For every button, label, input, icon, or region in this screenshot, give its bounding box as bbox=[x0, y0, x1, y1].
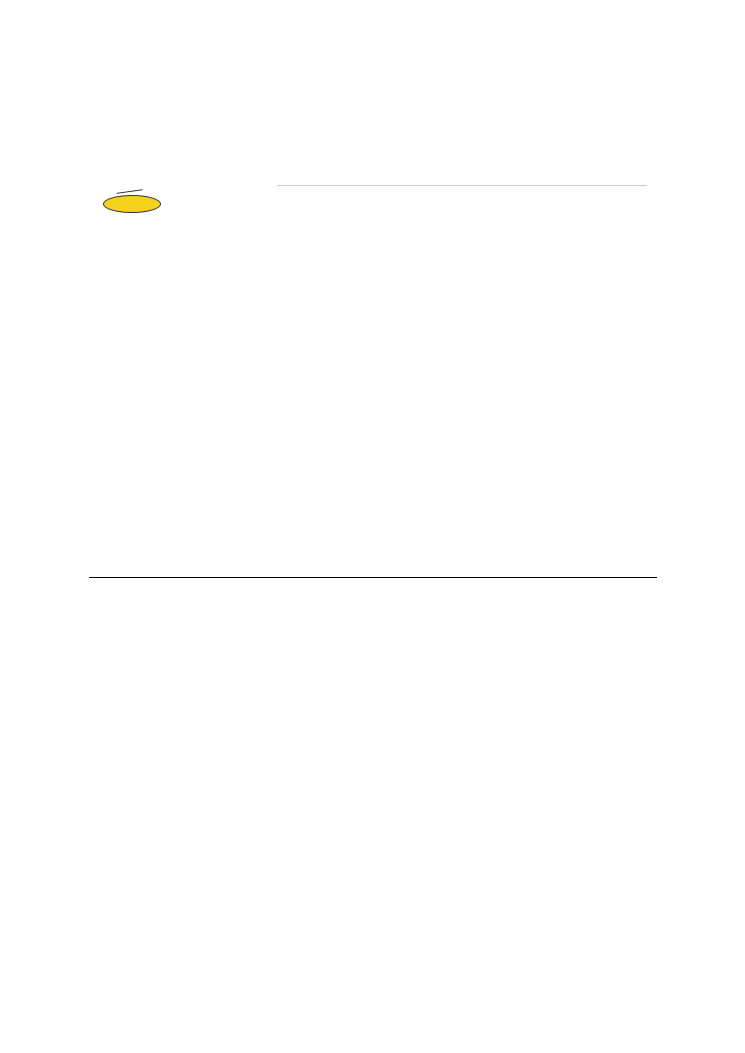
section-2-title bbox=[102, 323, 317, 333]
bottom-rule bbox=[89, 577, 657, 578]
subsection-tremie bbox=[102, 302, 317, 312]
scanned-form bbox=[95, 175, 650, 570]
subsection-alimentateur bbox=[102, 292, 317, 302]
checklist-grid bbox=[95, 175, 650, 570]
subsection-moteur bbox=[102, 313, 317, 323]
checklist-items bbox=[102, 282, 317, 333]
section-1-title bbox=[102, 282, 317, 292]
